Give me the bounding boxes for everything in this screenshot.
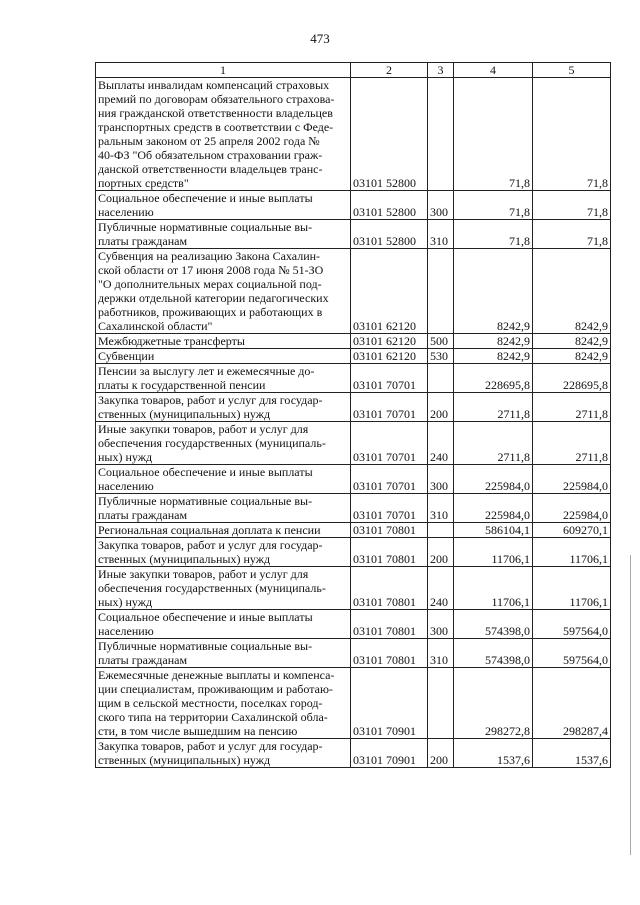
- row-name: Закупка товаров, работ и услуг для государ- ственных (муниципальных) нужд: [96, 739, 351, 768]
- row-value-col5: 8242,9: [533, 349, 611, 364]
- row-code: 03101 70901: [351, 739, 428, 768]
- row-name: Выплаты инвалидам компенсаций страховых премий по договорам обязательного страхова- ния гражданской ответственности владельцев транспортных средств в соответствии с Феде- ральным законом от 25 апреля 2002 года № 40-ФЗ "Об обязательном страховании граж- данской ответственности владельцев транс- портных средств": [96, 78, 351, 191]
- row-name: Субвенция на реализацию Закона Сахалин- ской области от 17 июня 2008 года № 51-ЗО "О дополнительных мерах социальной под- держки отдельной категории педагогических работников, проживающих и работающих в Сахалинской области": [96, 249, 351, 334]
- table-row: [96, 639, 611, 668]
- table-row: [96, 364, 611, 393]
- row-type: 310: [428, 494, 454, 523]
- row-value-col5: 228695,8: [533, 364, 611, 393]
- row-code: 03101 70701: [351, 393, 428, 422]
- row-type: [428, 249, 454, 334]
- row-code: 03101 70801: [351, 538, 428, 567]
- row-value-col4: 574398,0: [454, 639, 533, 668]
- table-row: [96, 349, 611, 364]
- row-type: 310: [428, 220, 454, 249]
- row-value-col4: 586104,1: [454, 523, 533, 538]
- row-value-col5: 225984,0: [533, 465, 611, 494]
- row-value-col5: 609270,1: [533, 523, 611, 538]
- row-value-col5: 71,8: [533, 220, 611, 249]
- table-row: [96, 494, 611, 523]
- row-value-col5: 2711,8: [533, 422, 611, 465]
- row-type: 240: [428, 422, 454, 465]
- row-value-col4: 298272,8: [454, 668, 533, 739]
- row-code: 03101 70801: [351, 523, 428, 538]
- row-name: Иные закупки товаров, работ и услуг для обеспечения государственных (муниципаль- ных) нужд: [96, 567, 351, 610]
- row-name: Ежемесячные денежные выплаты и компенса- ции специалистам, проживающим и работаю- щим в сельской местности, поселках город- ского типа на территории Сахалинской обла- сти, в том числе вышедшим на пенсию: [96, 668, 351, 739]
- table-row: [96, 334, 611, 349]
- table-row: [96, 191, 611, 220]
- row-value-col4: 8242,9: [454, 349, 533, 364]
- row-value-col4: 225984,0: [454, 465, 533, 494]
- table-row: [96, 465, 611, 494]
- row-value-col4: 1537,6: [454, 739, 533, 768]
- row-value-col4: 2711,8: [454, 422, 533, 465]
- row-value-col4: 71,8: [454, 78, 533, 191]
- row-value-col5: 71,8: [533, 191, 611, 220]
- row-type: 200: [428, 393, 454, 422]
- row-name: Социальное обеспечение и иные выплаты населению: [96, 465, 351, 494]
- row-name: Закупка товаров, работ и услуг для государ- ственных (муниципальных) нужд: [96, 538, 351, 567]
- row-name: Иные закупки товаров, работ и услуг для обеспечения государственных (муниципаль- ных) нужд: [96, 422, 351, 465]
- table-row: [96, 523, 611, 538]
- row-type: [428, 364, 454, 393]
- row-type: 500: [428, 334, 454, 349]
- row-type: 200: [428, 538, 454, 567]
- row-value-col5: 597564,0: [533, 610, 611, 639]
- row-value-col4: 8242,9: [454, 334, 533, 349]
- row-value-col5: 11706,1: [533, 538, 611, 567]
- header-col-2: 2: [351, 63, 428, 78]
- row-type: 200: [428, 739, 454, 768]
- table-row: [96, 739, 611, 768]
- table-row: [96, 220, 611, 249]
- table-row: [96, 538, 611, 567]
- row-name: Региональная социальная доплата к пенсии: [96, 523, 351, 538]
- row-code: 03101 70801: [351, 639, 428, 668]
- row-value-col4: 2711,8: [454, 393, 533, 422]
- row-code: 03101 70701: [351, 364, 428, 393]
- row-name: Социальное обеспечение и иные выплаты населению: [96, 191, 351, 220]
- row-type: 300: [428, 465, 454, 494]
- table-row: [96, 610, 611, 639]
- row-code: 03101 70801: [351, 610, 428, 639]
- row-value-col5: 597564,0: [533, 639, 611, 668]
- header-col-1: 1: [96, 63, 351, 78]
- row-type: [428, 523, 454, 538]
- row-value-col4: 574398,0: [454, 610, 533, 639]
- row-value-col4: 11706,1: [454, 567, 533, 610]
- row-value-col5: 8242,9: [533, 249, 611, 334]
- row-name: Публичные нормативные социальные вы- платы гражданам: [96, 494, 351, 523]
- row-name: Публичные нормативные социальные вы- платы гражданам: [96, 220, 351, 249]
- header-col-3: 3: [428, 63, 454, 78]
- table-row: [96, 393, 611, 422]
- row-value-col5: 298287,4: [533, 668, 611, 739]
- page-number: 473: [310, 31, 330, 46]
- table-row: [96, 78, 611, 191]
- row-name: Субвенции: [96, 349, 351, 364]
- row-type: 240: [428, 567, 454, 610]
- table-row: [96, 249, 611, 334]
- row-code: 03101 70801: [351, 567, 428, 610]
- row-code: 03101 62120: [351, 249, 428, 334]
- row-code: 03101 70701: [351, 465, 428, 494]
- row-value-col5: 11706,1: [533, 567, 611, 610]
- row-type: [428, 78, 454, 191]
- row-value-col4: 228695,8: [454, 364, 533, 393]
- row-name: Социальное обеспечение и иные выплаты населению: [96, 610, 351, 639]
- row-code: 03101 52800: [351, 78, 428, 191]
- row-value-col4: 8242,9: [454, 249, 533, 334]
- row-name: Публичные нормативные социальные вы- платы гражданам: [96, 639, 351, 668]
- scan-margin-line: [630, 555, 631, 855]
- table-row: [96, 668, 611, 739]
- header-col-5: 5: [533, 63, 611, 78]
- row-type: [428, 668, 454, 739]
- row-value-col4: 71,8: [454, 191, 533, 220]
- row-type: 300: [428, 191, 454, 220]
- table-row: [96, 567, 611, 610]
- row-code: 03101 70701: [351, 422, 428, 465]
- row-name: Пенсии за выслугу лет и ежемесячные до- платы к государственной пенсии: [96, 364, 351, 393]
- budget-table: [95, 62, 611, 768]
- row-value-col4: 225984,0: [454, 494, 533, 523]
- row-type: 300: [428, 610, 454, 639]
- row-name: Межбюджетные трансферты: [96, 334, 351, 349]
- row-value-col5: 71,8: [533, 78, 611, 191]
- row-type: 530: [428, 349, 454, 364]
- row-code: 03101 70901: [351, 668, 428, 739]
- row-code: 03101 52800: [351, 191, 428, 220]
- row-type: 310: [428, 639, 454, 668]
- row-code: 03101 52800: [351, 220, 428, 249]
- row-value-col4: 71,8: [454, 220, 533, 249]
- row-value-col4: 11706,1: [454, 538, 533, 567]
- header-col-4: 4: [454, 63, 533, 78]
- row-code: 03101 62120: [351, 349, 428, 364]
- table-header-row: [96, 63, 611, 78]
- row-code: 03101 62120: [351, 334, 428, 349]
- row-value-col5: 2711,8: [533, 393, 611, 422]
- row-value-col5: 225984,0: [533, 494, 611, 523]
- table-row: [96, 422, 611, 465]
- row-code: 03101 70701: [351, 494, 428, 523]
- row-value-col5: 8242,9: [533, 334, 611, 349]
- row-name: Закупка товаров, работ и услуг для государ- ственных (муниципальных) нужд: [96, 393, 351, 422]
- row-value-col5: 1537,6: [533, 739, 611, 768]
